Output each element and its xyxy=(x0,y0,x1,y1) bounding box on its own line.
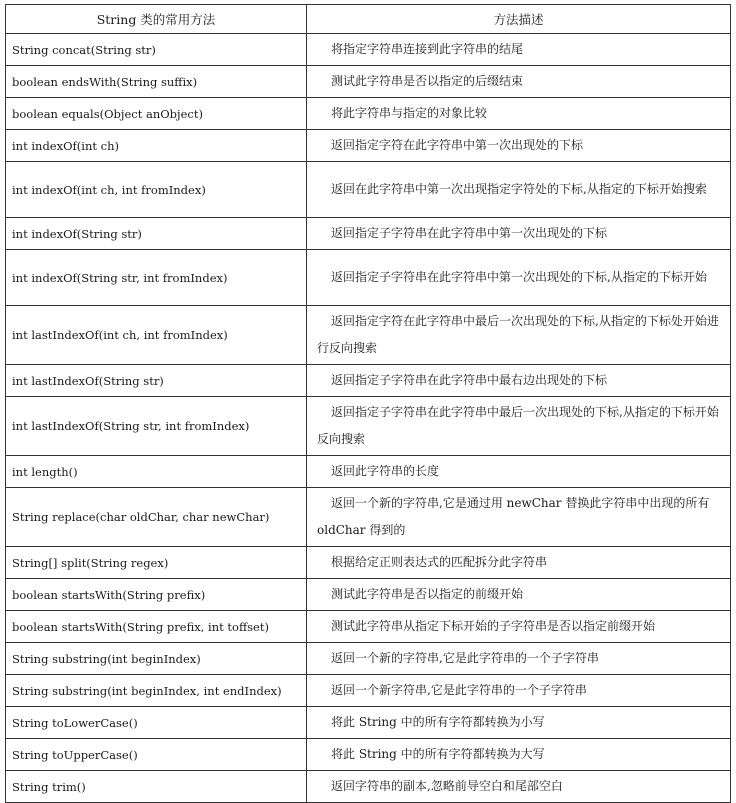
table-row xyxy=(6,611,731,643)
table-row xyxy=(6,488,731,547)
method-description: 根据给定正则表达式的匹配拆分此字符串 xyxy=(307,547,731,579)
table-row xyxy=(6,130,731,162)
table-row xyxy=(6,397,731,456)
method-signature: String substring(int beginIndex, int endIndex) xyxy=(6,675,307,707)
method-signature: String toLowerCase() xyxy=(6,707,307,739)
method-signature: int indexOf(int ch) xyxy=(6,130,307,162)
method-signature: int length() xyxy=(6,456,307,488)
table-header-row xyxy=(6,5,731,34)
method-signature: String substring(int beginIndex) xyxy=(6,643,307,675)
method-signature: boolean startsWith(String prefix) xyxy=(6,579,307,611)
table-row xyxy=(6,771,731,803)
method-signature: int indexOf(String str) xyxy=(6,218,307,250)
table-row xyxy=(6,306,731,365)
method-description: 测试此字符串是否以指定的前缀开始 xyxy=(307,579,731,611)
method-signature: boolean equals(Object anObject) xyxy=(6,98,307,130)
method-description: 返回此字符串的长度 xyxy=(307,456,731,488)
method-signature: int lastIndexOf(int ch, int fromIndex) xyxy=(6,306,307,365)
table-row xyxy=(6,579,731,611)
table-row xyxy=(6,66,731,98)
table-row xyxy=(6,547,731,579)
table-row xyxy=(6,675,731,707)
method-description: 返回指定子字符串在此字符串中最右边出现处的下标 xyxy=(307,365,731,397)
column-header-description: 方法描述 xyxy=(307,5,731,34)
method-description: 返回指定字符在此字符串中第一次出现处的下标 xyxy=(307,130,731,162)
method-signature: int lastIndexOf(String str, int fromIndex) xyxy=(6,397,307,456)
method-signature: String concat(String str) xyxy=(6,34,307,66)
table-row xyxy=(6,643,731,675)
method-description: 将此 String 中的所有字符都转换为小写 xyxy=(307,707,731,739)
method-description: 将此字符串与指定的对象比较 xyxy=(307,98,731,130)
method-description: 返回在此字符串中第一次出现指定字符处的下标,从指定的下标开始搜索 xyxy=(307,162,731,218)
method-signature: int indexOf(String str, int fromIndex) xyxy=(6,250,307,306)
method-description: 返回指定子字符串在此字符串中第一次出现处的下标 xyxy=(307,218,731,250)
table-row xyxy=(6,456,731,488)
method-signature: boolean endsWith(String suffix) xyxy=(6,66,307,98)
method-description: 返回字符串的副本,忽略前导空白和尾部空白 xyxy=(307,771,731,803)
method-signature: String[] split(String regex) xyxy=(6,547,307,579)
method-description: 返回指定子字符串在此字符串中第一次出现处的下标,从指定的下标开始 xyxy=(307,250,731,306)
table-row xyxy=(6,34,731,66)
method-signature: String toUpperCase() xyxy=(6,739,307,771)
method-description: 将此 String 中的所有字符都转换为大写 xyxy=(307,739,731,771)
method-signature: int indexOf(int ch, int fromIndex) xyxy=(6,162,307,218)
method-description: 返回一个新字符串,它是此字符串的一个子字符串 xyxy=(307,675,731,707)
method-description: 返回一个新的字符串,它是通过用 newChar 替换此字符串中出现的所有 oldChar 得到的 xyxy=(307,488,731,547)
method-description: 返回一个新的字符串,它是此字符串的一个子字符串 xyxy=(307,643,731,675)
method-signature: String replace(char oldChar, char newChar) xyxy=(6,488,307,547)
method-description: 将指定字符串连接到此字符串的结尾 xyxy=(307,34,731,66)
table-row xyxy=(6,739,731,771)
string-methods-table xyxy=(5,4,731,803)
table-row xyxy=(6,162,731,218)
method-signature: String trim() xyxy=(6,771,307,803)
method-description: 测试此字符串从指定下标开始的子字符串是否以指定前缀开始 xyxy=(307,611,731,643)
method-description: 返回指定子字符串在此字符串中最后一次出现处的下标,从指定的下标开始反向搜索 xyxy=(307,397,731,456)
column-header-method: String 类的常用方法 xyxy=(6,5,307,34)
method-description: 返回指定字符在此字符串中最后一次出现处的下标,从指定的下标处开始进行反向搜索 xyxy=(307,306,731,365)
table-row xyxy=(6,707,731,739)
table-row xyxy=(6,218,731,250)
method-signature: boolean startsWith(String prefix, int toffset) xyxy=(6,611,307,643)
table-row xyxy=(6,365,731,397)
table-row xyxy=(6,250,731,306)
method-signature: int lastIndexOf(String str) xyxy=(6,365,307,397)
table-row xyxy=(6,98,731,130)
method-description: 测试此字符串是否以指定的后缀结束 xyxy=(307,66,731,98)
